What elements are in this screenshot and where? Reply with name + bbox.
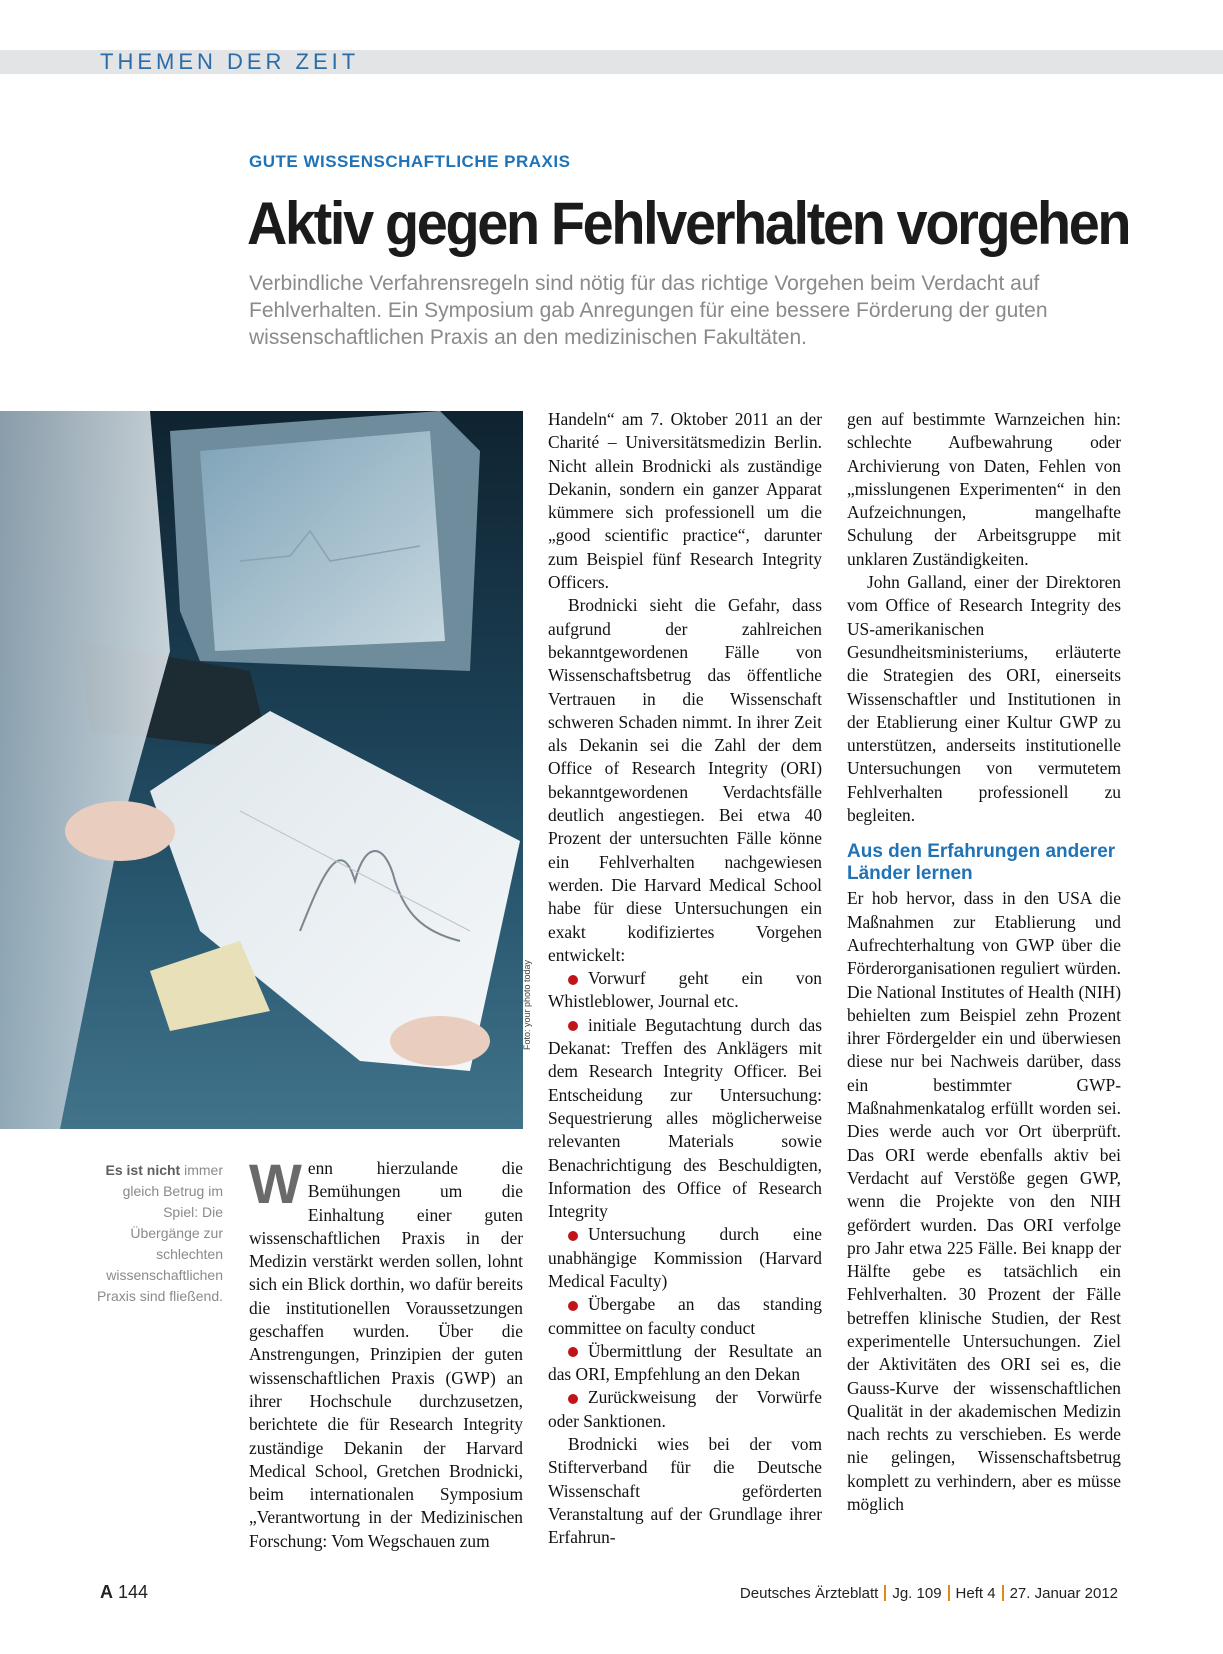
bullet-icon <box>568 1394 578 1404</box>
bullet-item: initiale Begutachtung durch das Dekanat: Treffen des Anklägers mit dem Research Integrity Officer. Bei Entscheidung zur Untersuchung: Sequestrierung alles möglicherweise relevanten Materials sowie Benachrichtigung des Beschuldigten, Information des Office of Research Integrity <box>548 1014 822 1222</box>
bullet-item: Übergabe an das standing committee on faculty conduct <box>548 1294 822 1338</box>
bullet-icon <box>568 975 578 985</box>
text-column-2 <box>548 408 822 1550</box>
issue-date: 27. Januar 2012 <box>1009 1585 1118 1602</box>
caption-text: immer gleich Betrug im Spiel: Die Übergänge zur schlechten wissenschaftlichen Praxis sind fließend. <box>96 1162 223 1304</box>
paragraph: John Galland, einer der Direktoren vom Office of Research Integrity des US-amerikanischen Gesundheitsministeriums, erläuterte die Strategien des ORI, einerseits Wissenschaftler und Institutionen in der Etablierung einer Kultur GWP zu unterstützen, anderseits institutionelle Untersuchungen von vermutetem Fehlverhalten professionell zu begleiten. <box>847 572 1121 826</box>
article-kicker: GUTE WISSENSCHAFTLICHE PRAXIS <box>249 152 571 171</box>
separator <box>1002 1585 1004 1601</box>
separator <box>948 1585 950 1601</box>
paragraph-continued: gen auf bestimmte Warnzeichen hin: schlechte Aufbewahrung oder Archivierung von Daten, Fehlen von „misslungenen Experimenten“ in den Aufzeichnungen, mangelhafte Schulung der Arbeitsgruppe mit unklaren Zuständigkeiten. <box>847 409 1121 569</box>
article-lead: Verbindliche Verfahrensregeln sind nötig für das richtige Vorgehen beim Verdacht auf Fehlverhalten. Ein Symposium gab Anregungen für eine bessere Förderung der guten wissenschaftlichen Praxis an den medizinischen Fakultäten. <box>249 272 1048 349</box>
bullet-item: Zurückweisung der Vorwürfe oder Sanktionen. <box>548 1387 822 1431</box>
bullet-item: Vorwurf geht ein von Whistleblower, Journal etc. <box>548 968 822 1012</box>
paragraph: Er hob hervor, dass in den USA die Maßnahmen zur Etablierung und Aufrechterhaltung von GWP über die Förderorganisationen reguliert würden. Die National Institutes of Health (NIH) behielten zum Beispiel zehn Prozent ihrer Fördergelder ein und überwiesen diese nur bei Nachweis darüber, dass ein bestimmter GWP-Maßnahmenkatalog erfüllt worden sei. Dies werde auch vor Ort überprüft. Das ORI werde ebenfalls aktiv bei Verdacht auf Verstöße gegen GWP, wenn die Projekte von den NIH gefördert wurden. Das ORI verfolge pro Jahr etwa 225 Fälle. Bei knapp der Hälfte gebe es tatsächlich ein Fehlverhalten. 30 Prozent der Fälle betreffen klinische Studien, der Rest experimentelle Untersuchungen. Ziel der Aktivitäten des ORI sei es, die Gauss-Kurve der wissenschaftlichen Qualität in der akademischen Medizin nach rechts zu verschieben. Es werde nie gelingen, Wissenschaftsbetrug komplett zu verhindern, aber es müsse möglich <box>847 888 1121 1515</box>
section-label: THEMEN DER ZEIT <box>100 49 360 74</box>
paragraph: Brodnicki wies bei der vom Stifterverband für die Deutsche Wissenschaft geförderten Veranstaltung auf der Grundlage ihrer Erfahrun- <box>548 1434 822 1548</box>
photo-caption <box>95 1160 223 1307</box>
drop-cap: W <box>249 1152 302 1215</box>
article-title: Aktiv gegen Fehlverhalten vorgehen <box>247 190 1130 257</box>
subheading: Aus den Erfahrungen anderer Länder lernen <box>847 841 1116 885</box>
issue: Heft 4 <box>955 1585 996 1602</box>
bullet-icon <box>568 1021 578 1031</box>
article-photo <box>0 411 523 1129</box>
text-column-1 <box>249 1152 523 1553</box>
bullet-item: Untersuchung durch eine unabhängige Kommission (Harvard Medical Faculty) <box>548 1224 822 1291</box>
page-number: A 144 <box>100 1582 149 1602</box>
paragraph-continued: Handeln“ am 7. Oktober 2011 an der Charité – Universitätsmedizin Berlin. Nicht allein Brodnicki als zuständige Dekanin, sondern ein ganzer Apparat kümmere sich professionell um die „good scientific practice“, darunter zum Beispiel fünf Research Integrity Officers. <box>548 409 822 593</box>
publication-info <box>740 1585 1118 1602</box>
caption-lead-in: Es ist nicht <box>105 1162 181 1178</box>
bullet-icon <box>568 1347 578 1357</box>
photo-credit: Foto: your photo today <box>522 959 532 1050</box>
bullet-item: Übermittlung der Resultate an das ORI, Empfehlung an den Dekan <box>548 1340 822 1385</box>
bullet-icon <box>568 1231 578 1241</box>
volume: Jg. 109 <box>892 1585 942 1602</box>
bullet-icon <box>568 1301 578 1311</box>
text-column-3 <box>847 408 1121 1516</box>
separator <box>884 1585 886 1601</box>
paragraph: Brodnicki sieht die Gefahr, dass aufgrund der zahlreichen bekanntgewordenen Fälle von Wissenschaftsbetrug das öffentliche Vertrauen in die Wissenschaft schweren Schaden nimmt. In ihrer Zeit als Dekanin sei die Zahl der dem Office of Research Integrity (ORI) bekanntgewordenen Verdachtsfälle deutlich angestiegen. Bei etwa 40 Prozent der untersuchten Fälle könne ein Fehlverhalten nachgewiesen werden. Die Harvard Medical School habe für diese Untersuchungen ein exakt kodifiziertes Vorgehen entwickelt: <box>548 595 822 965</box>
paragraph-intro: enn hierzulande die Bemühungen um die Einhaltung einer guten wissenschaftlichen Praxis in der Medizin verstärkt werden sollen, lohnt sich ein Blick dorthin, wo dafür bereits die institutionellen Voraussetzungen geschaffen wurden. Über die Anstrengungen, Prinzipien der guten wissenschaftlichen Praxis (GWP) an ihrer Hochschule durchzusetzen, berichtete die für Research Integrity zuständige Dekanin der Harvard Medical School, Gretchen Brodnicki, beim internationalen Symposium „Verantwortung in der Medizinischen Forschung: Vom Wegschauen zum <box>249 1158 523 1551</box>
photo-illustration <box>0 411 523 1129</box>
journal-name: Deutsches Ärzteblatt <box>739 1585 879 1602</box>
